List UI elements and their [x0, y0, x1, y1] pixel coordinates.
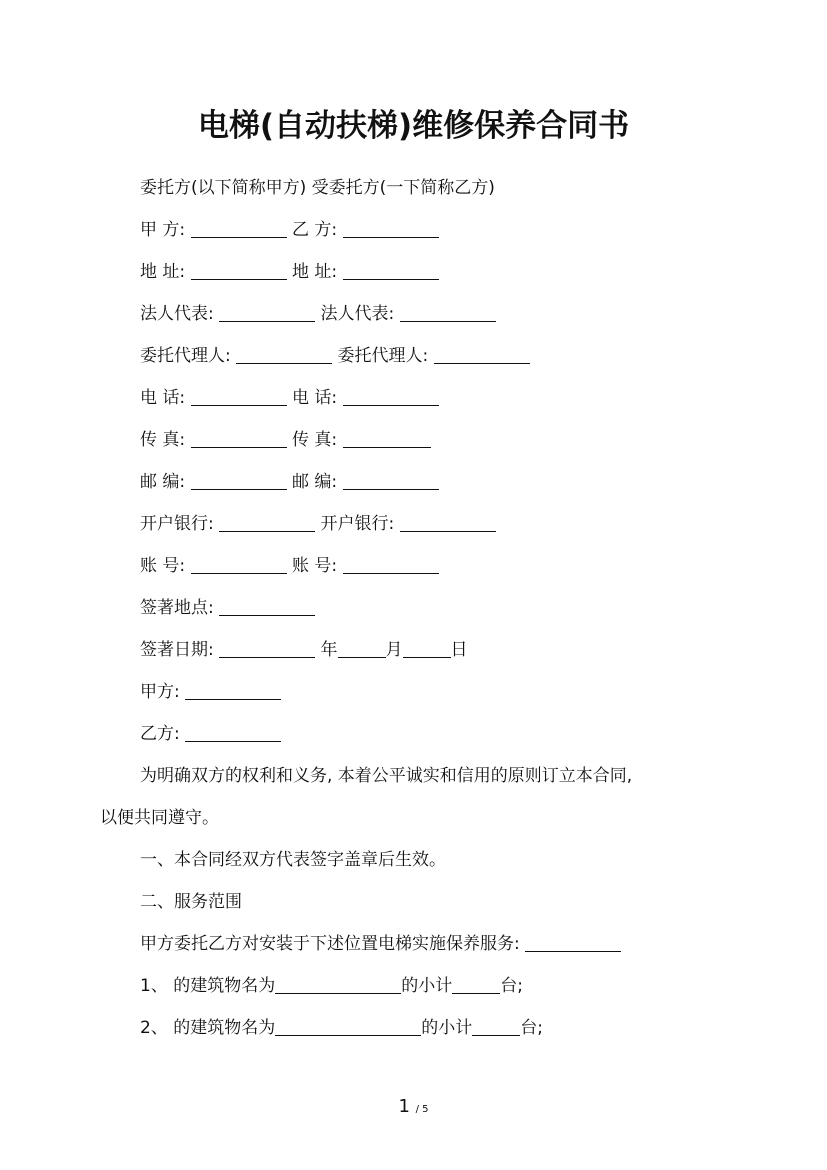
item-2-unit: 台;: [520, 1018, 543, 1038]
address-a-label: 地 址:: [140, 262, 186, 282]
intro-line: 委托方(以下简称甲方) 受委托方(一下简称乙方): [140, 178, 495, 198]
item-2: [140, 1017, 543, 1039]
address-b-label: 地 址:: [291, 262, 338, 282]
page-title: 电梯(自动扶梯)维修保养合同书: [197, 108, 630, 144]
item-2-subtotal: 的小计: [421, 1018, 473, 1038]
sign-jia-row: [140, 681, 281, 703]
agent-a-blank[interactable]: [236, 347, 332, 364]
address-b-blank[interactable]: [343, 263, 439, 280]
item-1-prefix: 1、 的建筑物名为: [140, 976, 276, 996]
phone-b-label: 电 话:: [291, 388, 338, 408]
signing-place-row: [140, 597, 315, 619]
yi-fang-blank[interactable]: [343, 221, 439, 238]
clause-2-heading: 二、服务范围: [140, 892, 242, 912]
scope-text: 甲方委托乙方对安装于下述位置电梯实施保养服务:: [140, 934, 520, 954]
sign-yi-row: [140, 723, 281, 745]
scope-blank[interactable]: [525, 935, 621, 952]
bank-b-label: 开户银行:: [320, 514, 395, 534]
bank-a-blank[interactable]: [219, 515, 315, 532]
fax-a-label: 传 真:: [140, 430, 186, 450]
yi-fang-label: 乙 方:: [291, 220, 338, 240]
bank-row: [140, 513, 496, 535]
purpose-paragraph-cont: 以便共同遵守。: [100, 808, 219, 828]
page-number: [0, 1096, 827, 1117]
account-b-label: 账 号:: [291, 556, 338, 576]
legal-rep-row: [140, 303, 496, 325]
item-2-building-blank[interactable]: [275, 1019, 421, 1036]
address-a-blank[interactable]: [191, 263, 287, 280]
fax-a-blank[interactable]: [191, 431, 287, 448]
sign-jia-label: 甲方:: [140, 682, 180, 702]
legal-rep-a-blank[interactable]: [219, 305, 315, 322]
postcode-b-blank[interactable]: [343, 473, 439, 490]
legal-rep-b-blank[interactable]: [400, 305, 496, 322]
item-1-subtotal: 的小计: [401, 976, 453, 996]
postcode-a-blank[interactable]: [191, 473, 287, 490]
sign-yi-label: 乙方:: [140, 724, 180, 744]
scope-line: [140, 933, 621, 955]
fax-row: [140, 429, 431, 451]
item-2-count-blank[interactable]: [472, 1019, 520, 1036]
item-1: [140, 975, 523, 997]
jia-fang-blank[interactable]: [191, 221, 287, 238]
agent-b-blank[interactable]: [434, 347, 530, 364]
bank-b-blank[interactable]: [400, 515, 496, 532]
signing-place-blank[interactable]: [219, 599, 315, 616]
agent-a-label: 委托代理人:: [140, 346, 231, 366]
day-blank[interactable]: [403, 641, 451, 658]
postcode-a-label: 邮 编:: [140, 472, 186, 492]
legal-rep-b-label: 法人代表:: [320, 304, 395, 324]
postcode-row: [140, 471, 439, 493]
item-1-unit: 台;: [500, 976, 523, 996]
legal-rep-a-label: 法人代表:: [140, 304, 214, 324]
phone-a-label: 电 话:: [140, 388, 186, 408]
account-row: [140, 555, 439, 577]
purpose-paragraph: 为明确双方的权利和义务, 本着公平诚实和信用的原则订立本合同,: [140, 766, 633, 786]
month-label: 月: [385, 640, 403, 660]
month-blank[interactable]: [338, 641, 386, 658]
signing-date-blank[interactable]: [219, 641, 315, 658]
day-label: 日: [450, 640, 468, 660]
total-pages: / 5: [415, 1104, 429, 1115]
item-1-count-blank[interactable]: [452, 977, 500, 994]
sign-jia-blank[interactable]: [185, 683, 281, 700]
postcode-b-label: 邮 编:: [291, 472, 338, 492]
fax-b-blank[interactable]: [343, 431, 431, 448]
signing-place-label: 签著地点:: [140, 598, 214, 618]
signing-date-row: [140, 639, 468, 661]
address-row: [140, 261, 439, 283]
phone-row: [140, 387, 439, 409]
phone-a-blank[interactable]: [191, 389, 287, 406]
agent-b-label: 委托代理人:: [337, 346, 429, 366]
signing-date-label: 签著日期:: [140, 640, 214, 660]
current-page: 1: [398, 1096, 410, 1117]
jia-fang-label: 甲 方:: [140, 220, 186, 240]
sign-yi-blank[interactable]: [185, 725, 281, 742]
fax-b-label: 传 真:: [291, 430, 338, 450]
year-label: 年: [320, 640, 338, 660]
agent-row: [140, 345, 530, 367]
phone-b-blank[interactable]: [343, 389, 439, 406]
clause-1: 一、本合同经双方代表签字盖章后生效。: [140, 850, 446, 870]
account-a-blank[interactable]: [191, 557, 287, 574]
account-b-blank[interactable]: [343, 557, 439, 574]
item-1-building-blank[interactable]: [275, 977, 401, 994]
account-a-label: 账 号:: [140, 556, 186, 576]
party-row: [140, 219, 439, 241]
bank-a-label: 开户银行:: [140, 514, 214, 534]
item-2-prefix: 2、 的建筑物名为: [140, 1018, 276, 1038]
